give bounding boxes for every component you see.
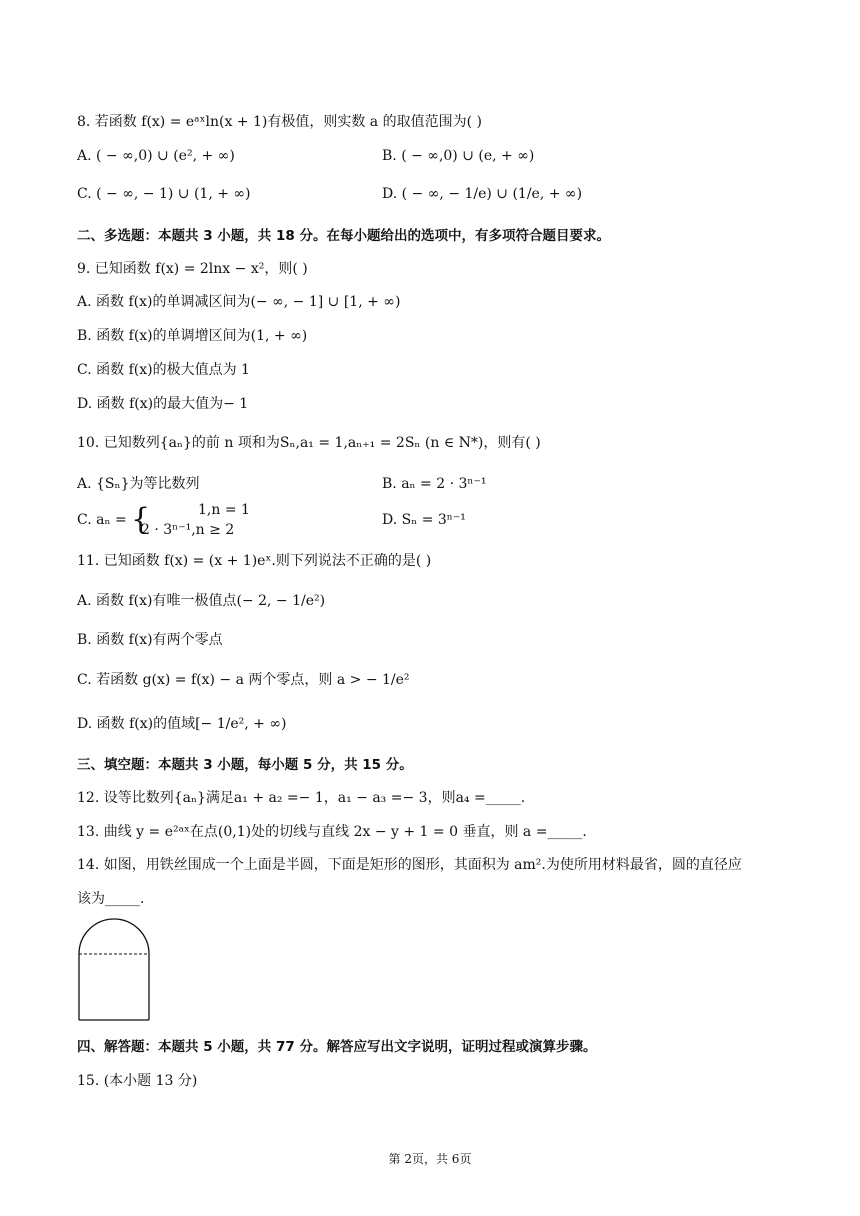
section-4-heading: 四、解答题：本题共 5 小题，共 77 分。解答应写出文字说明，证明过程或演算步骤。 — [77, 1039, 597, 1055]
q12: 12. 设等比数列{aₙ}满足a₁ + a₂ =− 1，a₁ − a₃ =− 3，则a₄ =_____. — [77, 790, 526, 806]
q11-option-a: A. 函数 f(x)有唯一极值点(− 2, − 1/e²) — [77, 593, 326, 609]
q11-option-b: B. 函数 f(x)有两个零点 — [77, 632, 223, 648]
q15-heading: 15. (本小题 13 分) — [77, 1073, 198, 1089]
q11-option-c: C. 若函数 g(x) = f(x) − a 两个零点，则 a > − 1/e² — [77, 672, 410, 688]
q10-option-c-case2: 2 · 3ⁿ⁻¹,n ≥ 2 — [141, 522, 235, 538]
q9-option-c: C. 函数 f(x)的极大值点为 1 — [77, 362, 250, 378]
q10-option-c-case1: 1,n = 1 — [198, 502, 250, 518]
q8-option-d: D. ( − ∞, − 1/e) ∪ (1/e, + ∞) — [382, 186, 583, 202]
q9-option-a: A. 函数 f(x)的单调减区间为(− ∞, − 1] ∪ [1, + ∞) — [77, 294, 401, 310]
q10-option-d: D. Sₙ = 3ⁿ⁻¹ — [382, 512, 466, 528]
q8-option-a: A. ( − ∞,0) ∪ (e², + ∞) — [77, 148, 235, 164]
q10-stem: 10. 已知数列{aₙ}的前 n 项和为Sₙ,a₁ = 1,aₙ₊₁ = 2Sₙ (n ∈ N*)，则有( ) — [77, 435, 541, 451]
q10-option-c-label: C. aₙ = — [77, 512, 127, 528]
q10-option-a: A. {Sₙ}为等比数列 — [77, 476, 200, 492]
q14-line-1: 14. 如图，用铁丝围成一个上面是半圆，下面是矩形的图形，其面积为 am².为使所用材料最省，圆的直径应 — [77, 857, 742, 873]
q10-brace: { — [131, 502, 151, 537]
page-footer: 第 2页，共 6页 — [388, 1152, 472, 1166]
semicircle-rectangle-figure — [78, 918, 150, 1022]
q9-stem: 9. 已知函数 f(x) = 2lnx − x²，则( ) — [77, 261, 308, 277]
q8-option-b: B. ( − ∞,0) ∪ (e, + ∞) — [382, 148, 535, 164]
q9-option-b: B. 函数 f(x)的单调增区间为(1, + ∞) — [77, 328, 308, 344]
section-3-heading: 三、填空题：本题共 3 小题，每小题 5 分，共 15 分。 — [77, 757, 413, 773]
section-2-heading: 二、多选题：本题共 3 小题，共 18 分。在每小题给出的选项中，有多项符合题目要求。 — [77, 228, 610, 244]
q11-option-d: D. 函数 f(x)的值域[− 1/e², + ∞) — [77, 716, 287, 732]
q11-stem: 11. 已知函数 f(x) = (x + 1)eˣ.则下列说法不正确的是( ) — [77, 553, 432, 569]
q13: 13. 曲线 y = e²ᵃˣ在点(0,1)处的切线与直线 2x − y + 1 = 0 垂直，则 a =_____. — [77, 824, 587, 840]
q10-option-b: B. aₙ = 2 · 3ⁿ⁻¹ — [382, 476, 487, 492]
q14-line-2: 该为_____. — [77, 891, 145, 907]
q8-option-c: C. ( − ∞, − 1) ∪ (1, + ∞) — [77, 186, 251, 202]
q9-option-d: D. 函数 f(x)的最大值为− 1 — [77, 396, 249, 412]
q8-stem: 8. 若函数 f(x) = eᵃˣln(x + 1)有极值，则实数 a 的取值范围为( ) — [77, 114, 482, 130]
